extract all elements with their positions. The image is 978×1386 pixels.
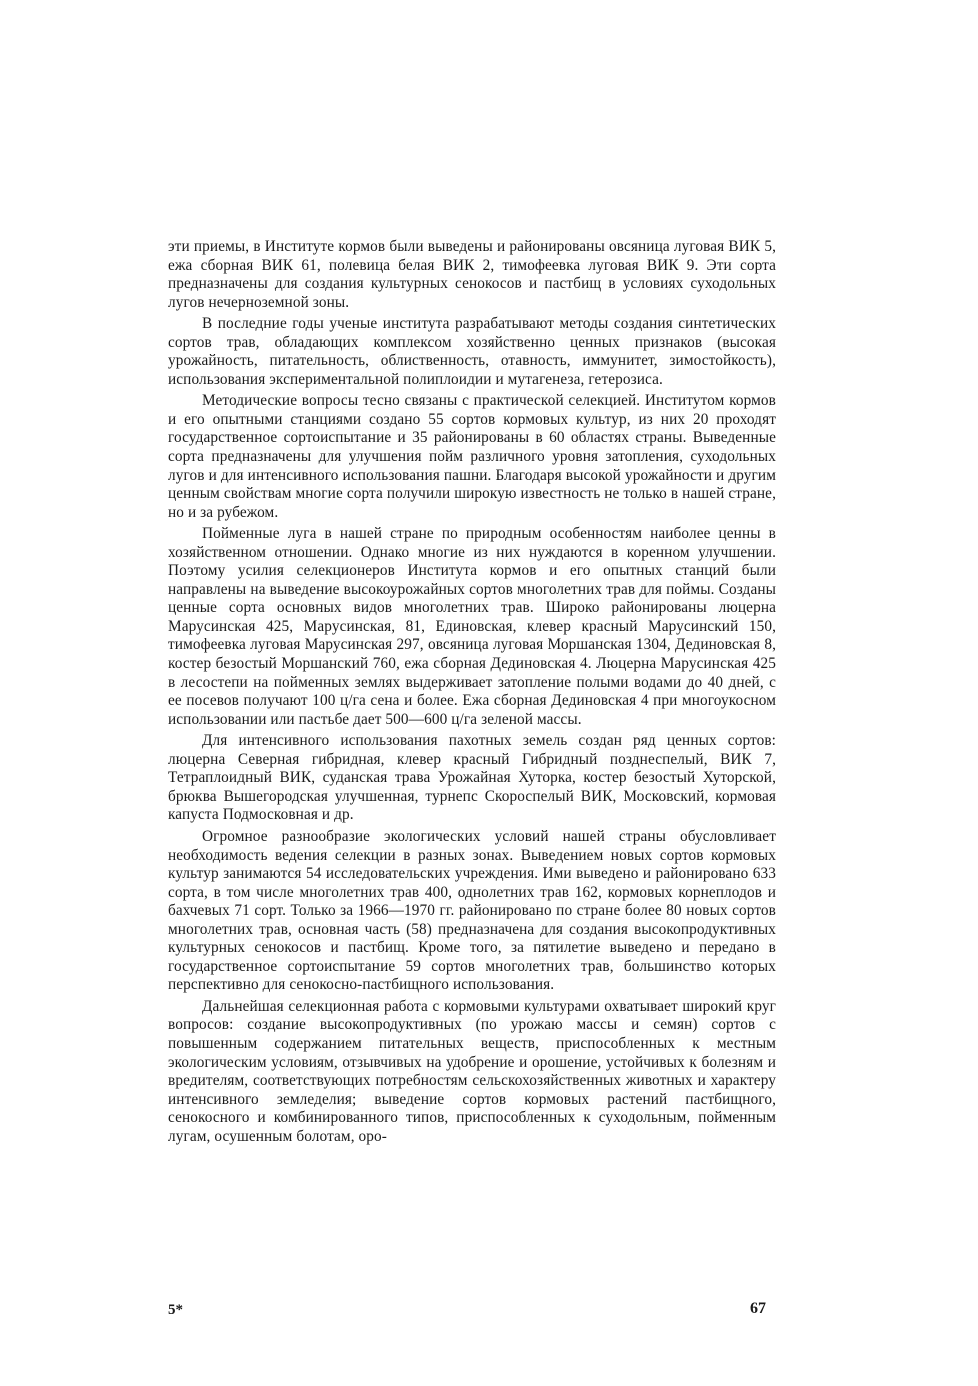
paragraph-7: Дальнейшая селекционная работа с кормовыми культурами охватывает широкий круг вопросов: создание высокопродуктивных (по урожаю массы и семян) сортов с повышенным содержанием питательных веществ, приспособленных к местным экологическим условиям, отзывчивых на удобрение и орошение, устойчивых к болезням и вредителям, соответствующих потребностям сельскохозяйственных животных и характеру интенсивного земледелия; выведение сортов кормовых растений пастбищного, сенокосного и комбинированного типов, приспособленных к суходольным, пойменным лугам, осушенным болотам, оро- [168, 997, 776, 1145]
paragraph-4: Пойменные луга в нашей стране по природным особенностям наиболее ценны в хозяйственном отношении. Однако многие из них нуждаются в коренном улучшении. Поэтому усилия селекционеров Института кормов и его опытных станций были направлены на выведение высокоурожайных сортов многолетних трав для поймы. Созданы ценные сорта основных видов многолетних трав. Широко районированы люцерна Марусинская 425, Марусинская, 81, Единовская, клевер красный Марусинский 150, тимофеевка луговая Марусинская 297, овсяница луговая Моршанская 1304, Дединовская 8, костер безостый Моршанский 760, ежа сборная Дединовская 4. Люцерна Марусинская 425 в лесостепи на пойменных землях выдерживает затопление полыми водами до 40 дней, с ее посевов получают 100 ц/га сена и более. Ежа сборная Дединовская 4 при многоукосном использовании или пастьбе дает 500—600 ц/га зеленой массы. [168, 525, 776, 728]
paragraph-5: Для интенсивного использования пахотных земель создан ряд ценных сортов: люцерна Северная гибридная, клевер красный Гибридный позднеспелый, ВИК 7, Тетраплоидный ВИК, суданская трава Урожайная Хуторка, костер безостый Хуторской, брюква Вышегородская улучшенная, турнепс Скороспелый ВИК, Московский, кормовая капуста Подмосковная и др. [168, 732, 776, 824]
paragraph-6: Огромное разнообразие экологических условий нашей страны обусловливает необходимость ведения селекции в разных зонах. Выведением новых сортов кормовых культур занимаются 54 исследовательских учреждения. Ими выведено и районировано 633 сорта, в том числе многолетних трав 400, однолетних трав 162, кормовых корнеплодов и бахчевых 71 сорт. Только за 1966—1970 гг. районировано по стране более 80 новых сортов многолетних трав, основная часть (58) предназначена для создания высокопродуктивных культурных сенокосов и пастбищ. Кроме того, за пятилетие выведено и передано в государственное сортоиспытание 59 сортов многолетних трав, большинство которых перспективно для сенокосно-пастбищного использования. [168, 827, 776, 994]
paragraph-1: эти приемы, в Институте кормов были выведены и районированы овсяница луговая ВИК 5, ежа сборная ВИК 61, полевица белая ВИК 2, тимофеевка луговая ВИК 9. Эти сорта предназначены для создания культурных сенокосов и пастбищ в условиях суходольных лугов нечерноземной зоны. [168, 238, 776, 311]
paragraph-3: Методические вопросы тесно связаны с практической селекцией. Институтом кормов и его опытными станциями создано 55 сортов кормовых культур, из них 20 проходят государственное сортоиспытание и 35 районированы в 60 областях страны. Выведенные сорта предназначены для улучшения пойм различного уровня затопления, суходольных лугов и для интенсивного использования пашни. Благодаря высокой урожайности и другим ценным свойствам многие сорта получили широкую известность не только в нашей стране, но и за рубежом. [168, 392, 776, 521]
page-number: 67 [750, 1300, 766, 1317]
paragraph-2: В последние годы ученые института разрабатывают методы создания синтетических сортов трав, обладающих комплексом хозяйственно ценных признаков (высокая урожайность, питательность, облиственность, отавность, иммунитет, зимостойкость), использования экспериментальной полиплоидии и мутагенеза, гетерозиса. [168, 315, 776, 388]
page-body [168, 238, 776, 1146]
signature-mark: 5* [168, 1302, 183, 1318]
